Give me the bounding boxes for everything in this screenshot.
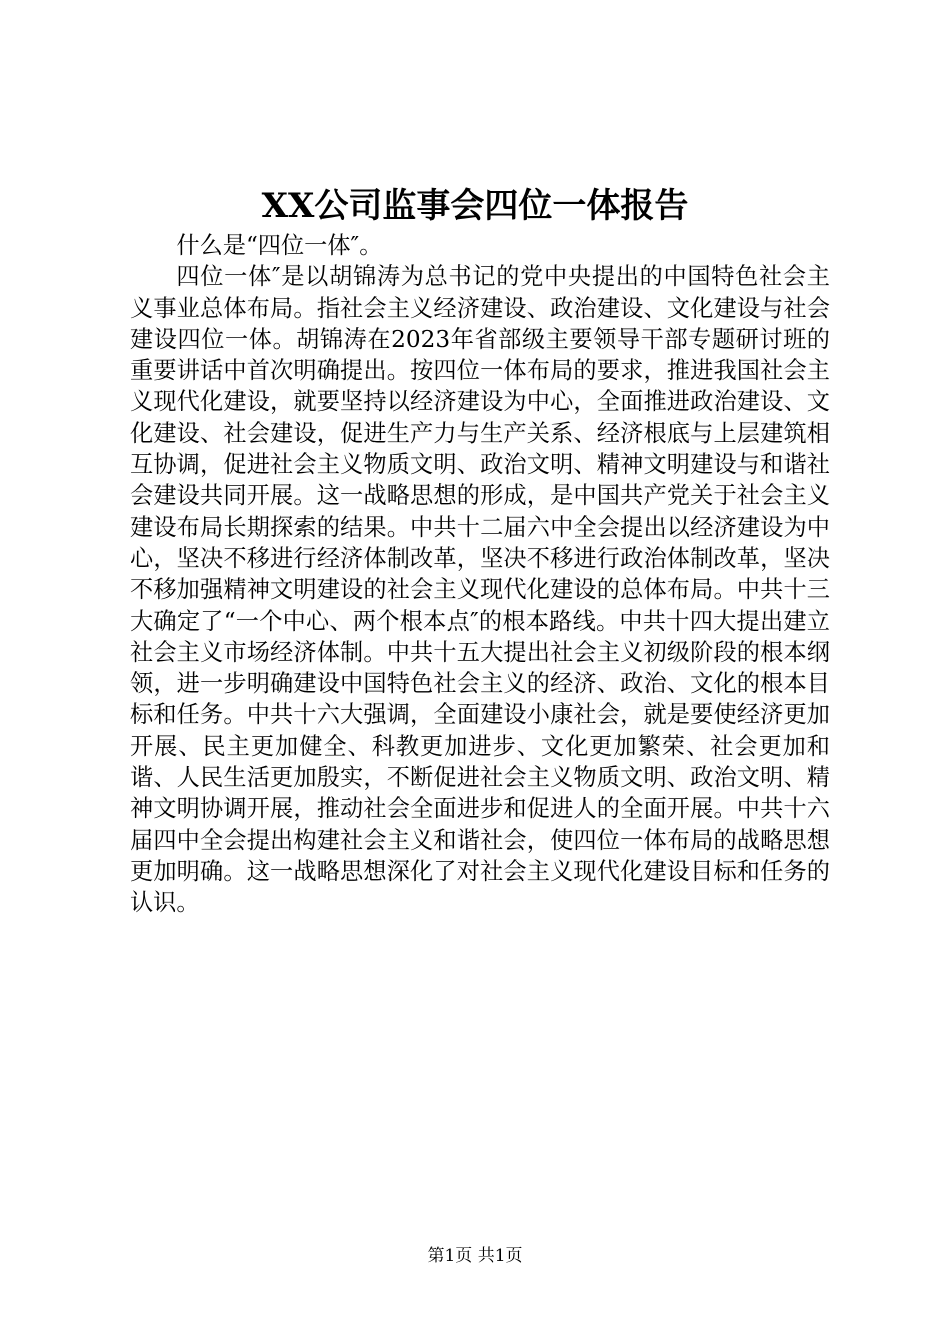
paragraph-main: 四位一体″是以胡锦涛为总书记的党中央提出的中国特色社会主义事业总体布局。指社会主义经济建设、政治建设、文化建设与社会建设四位一体。胡锦涛在2023年省部级主要领导干部专题研讨班的重要讲话中首次明确提出。按四位一体布局的要求，推进我国社会主义现代化建设，就要坚持以经济建设为中心，全面推进政治建设、文化建设、社会建设，促进生产力与生产关系、经济根底与上层建筑相互协调，促进社会主义物质文明、政治文明、精神文明建设与和谐社会建设共同开展。这一战略思想的形成，是中国共产党关于社会主义建设布局长期探索的结果。中共十二届六中全会提出以经济建设为中心，坚决不移进行经济体制改革，坚决不移进行政治体制改革，坚决不移加强精神文明建设的社会主义现代化建设的总体布局。中共十三大确定了“一个中心、两个根本点″的根本路线。中共十四大提出建立社会主义市场经济体制。中共十五大提出社会主义初级阶段的根本纲领，进一步明确建设中国特色社会主义的经济、政治、文化的根本目标和任务。中共十六大强调，全面建设小康社会，就是要使经济更加开展、民主更加健全、科教更加进步、文化更加繁荣、社会更加和谐、人民生活更加殷实，不断促进社会主义物质文明、政治文明、精神文明协调开展，推动社会全面进步和促进人的全面开展。中共十六届四中全会提出构建社会主义和谐社会，使四位一体布局的战略思想更加明确。这一战略思想深化了对社会主义现代化建设目标和任务的认识。 — [130, 263, 830, 917]
document-title: XX公司监事会四位一体报告 — [261, 186, 689, 226]
document-body — [130, 230, 830, 919]
paragraph-intro: 什么是“四位一体″。 — [176, 232, 383, 259]
page-footer: 第1页 共1页 — [427, 1246, 523, 1266]
